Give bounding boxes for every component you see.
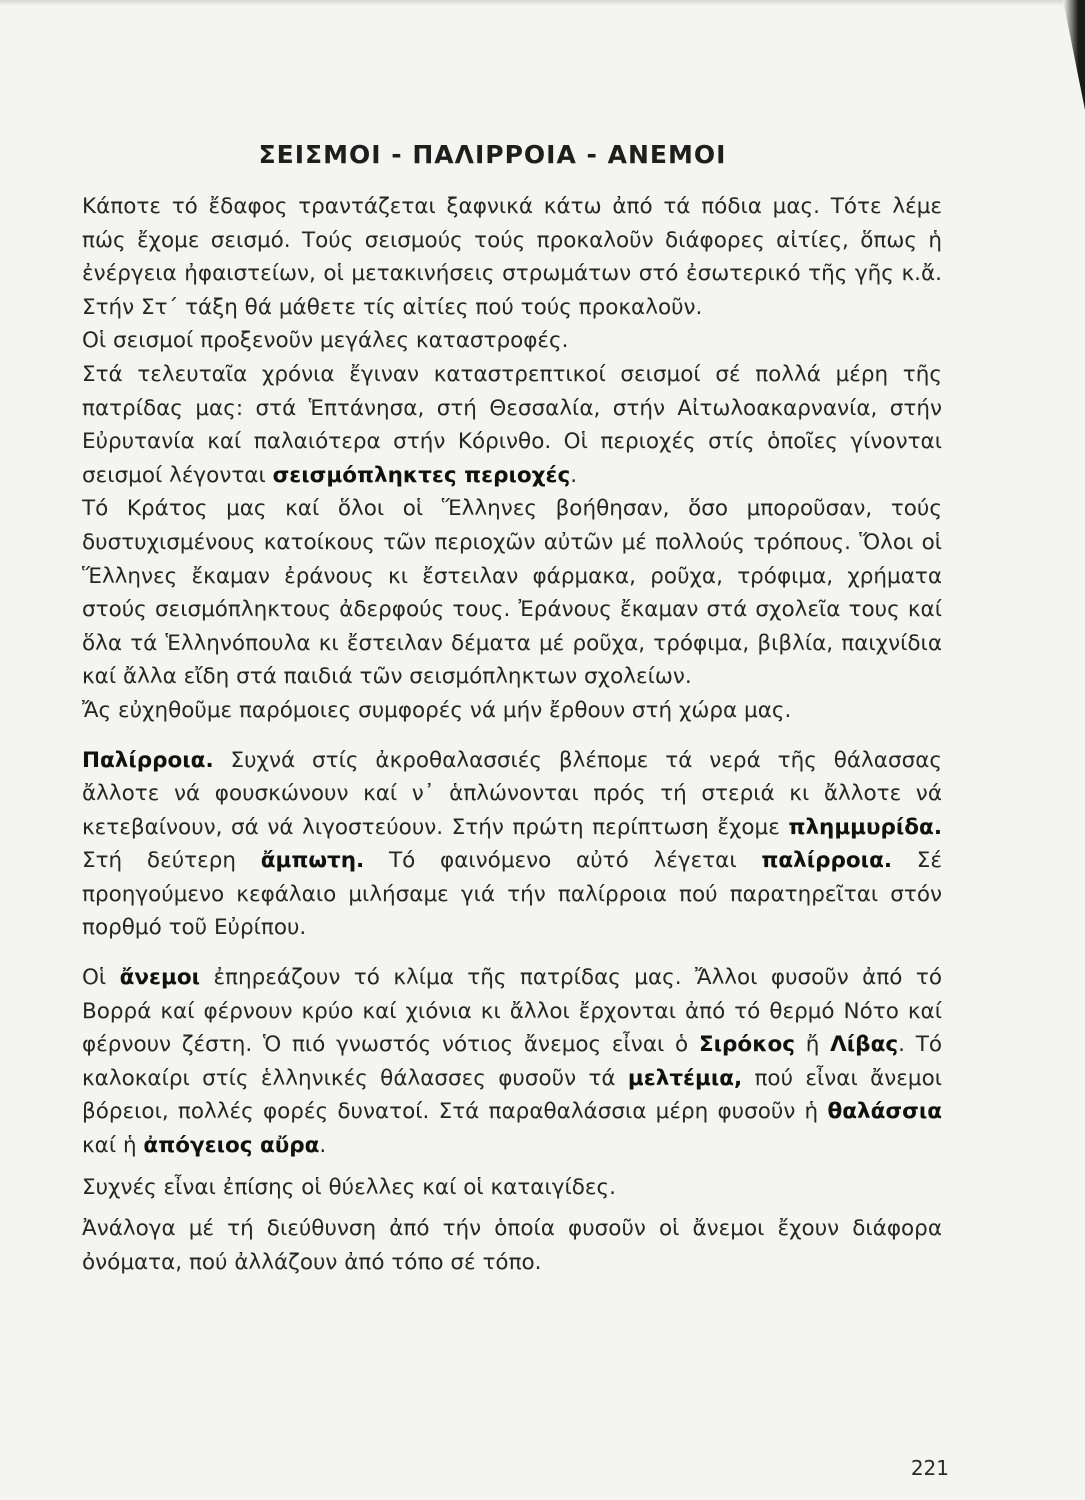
- paragraph: [82, 324, 942, 358]
- bold-term: Παλίρροια.: [82, 747, 214, 773]
- text-run: Σέ προηγούμενο κεφάλαιο μιλήσαμε γιά τήν παλίρροια πού παρατηρεῖται στόν πορθμό τοῦ Εὐρίπου.: [82, 848, 942, 941]
- paragraph: [82, 358, 942, 492]
- paragraph: [82, 744, 942, 946]
- paragraph: [82, 190, 942, 324]
- bold-term: ἄνεμοι: [119, 965, 200, 991]
- paragraph: [82, 1171, 942, 1205]
- bold-term: ἄμπωτη.: [260, 848, 365, 874]
- bold-term: ἀπόγειος αὔρα: [143, 1133, 320, 1159]
- text-run: .: [570, 462, 578, 488]
- paragraph: [82, 961, 942, 1163]
- page-number: 221: [910, 1456, 949, 1480]
- text-run: Στή δεύτερη: [82, 848, 261, 874]
- bold-term: πλημμυρίδα.: [788, 814, 942, 840]
- paragraph: [82, 694, 942, 728]
- text-run: .: [319, 1133, 327, 1159]
- text-run: Ἀνάλογα μέ τή διεύθυνση ἀπό τήν ὁποία φυσοῦν οἱ ἄνεμοι ἔχουν διάφορα ὀνόματα, πού ἀλλάζουν ἀπό τόπο σέ τόπο.: [82, 1216, 942, 1275]
- text-run: καί ἡ: [82, 1133, 144, 1159]
- bold-term: παλίρροια.: [761, 848, 893, 874]
- text-run: Κάποτε τό ἔδαφος τραντάζεται ξαφνικά κάτω ἀπό τά πόδια μας. Τότε λέμε πώς ἔχομε σεισμό. Τούς σεισμούς τούς προκαλοῦν διάφορες αἰτίες, ὅπως ἡ ἐνέργεια ἠφαιστείων, οἱ μετακινήσεις στρωμάτων στό ἐσωτερικό τῆς γῆς κ.ἄ. Στήν Στ΄ τάξη θά μάθετε τίς αἰτίες πού τούς προκαλοῦν.: [82, 194, 942, 320]
- text-run: Τό φαινόμενο αὐτό λέγεται: [364, 848, 762, 874]
- text-run: Οἱ: [82, 965, 120, 991]
- bold-term: σεισμόπληκτες περιοχές: [272, 462, 571, 488]
- text-run: ἤ: [794, 1032, 831, 1058]
- text-run: Οἱ σεισμοί προξενοῦν μεγάλες καταστροφές.: [82, 328, 569, 354]
- paragraph: [82, 492, 942, 694]
- bold-term: μελτέμια,: [627, 1065, 743, 1091]
- text-run: Τό Κράτος μας καί ὅλοι οἱ Ἕλληνες βοήθησαν, ὅσο μποροῦσαν, τούς δυστυχισμένους κατοίκους τῶν περιοχῶν αὐτῶν μέ πολλούς τρόπους. Ὅλοι οἱ Ἕλληνες ἔκαμαν ἐράνους κι ἔστειλαν φάρμακα, ροῦχα, τρόφιμα, χρήματα στούς σεισμόπληκτους ἀδερφούς τους. Ἐράνους ἔκαμαν στά σχολεῖα τους καί ὅλα τά Ἑλληνόπουλα κι ἔστειλαν δέματα μέ ροῦχα, τρόφιμα, βιβλία, παιχνίδια καί ἄλλα εἴδη στά παιδιά τῶν σεισμόπληκτων σχολείων.: [82, 496, 942, 690]
- text-run: . Τό καλοκαίρι στίς ἑλληνικές θάλασσες φυσοῦν τά: [82, 1032, 942, 1091]
- text-run: Συχνά στίς ἀκροθαλασσιές βλέπομε τά νερά τῆς θάλασσας ἄλλοτε νά φουσκώνουν καί ν᾽ ἁπλώνονται πρός τή στεριά κι ἄλλοτε νά κετεβαίνουν, σά νά λιγοστεύουν. Στήν πρώτη περίπτωση ἔχομε: [82, 747, 942, 840]
- bold-term: θαλάσσια: [827, 1099, 942, 1125]
- page-title: ΣΕΙΣΜΟΙ - ΠΑΛΙΡΡΟΙΑ - ΑΝΕΜΟΙ: [258, 140, 727, 169]
- body-text: [82, 190, 942, 1279]
- text-run: Στά τελευταῖα χρόνια ἔγιναν καταστρεπτικοί σεισμοί σέ πολλά μέρη τῆς πατρίδας μας: στά Ἑπτάνησα, στή Θεσσαλία, στήν Αἰτωλοακαρνανία, στήν Εὐρυτανία καί παλαιότερα στήν Κόρινθο. Οἱ περιοχές στίς ὁποῖες γίνονται σεισμοί λέγονται: [82, 361, 942, 488]
- text-run: Ἄς εὐχηθοῦμε παρόμοιες συμφορές νά μήν ἔρθουν στή χώρα μας.: [82, 697, 792, 723]
- scan-shadow: [0, 0, 1085, 6]
- bold-term: Σιρόκος: [698, 1032, 795, 1058]
- text-run: ἐπηρεάζουν τό κλίμα τῆς πατρίδας μας. Ἄλλοι φυσοῦν ἀπό τό Βορρά καί φέρνουν κρύο καί χιόνια κι ἄλλοι ἔρχονται ἀπό τό θερμό Νότο καί φέρνουν ζέστη. Ὁ πιό γνωστός νότιος ἄνεμος εἶναι ὁ: [82, 965, 942, 1058]
- text-run: πού εἶναι ἄνεμοι βόρειοι, πολλές φορές δυνατοί. Στά παραθαλάσσια μέρη φυσοῦν ἡ: [82, 1065, 942, 1125]
- page-corner-fold: [1063, 0, 1085, 110]
- bold-term: Λίβας: [830, 1032, 899, 1058]
- paragraph: [82, 1212, 942, 1279]
- text-run: Συχνές εἶναι ἐπίσης οἱ θύελλες καί οἱ καταιγίδες.: [82, 1174, 616, 1200]
